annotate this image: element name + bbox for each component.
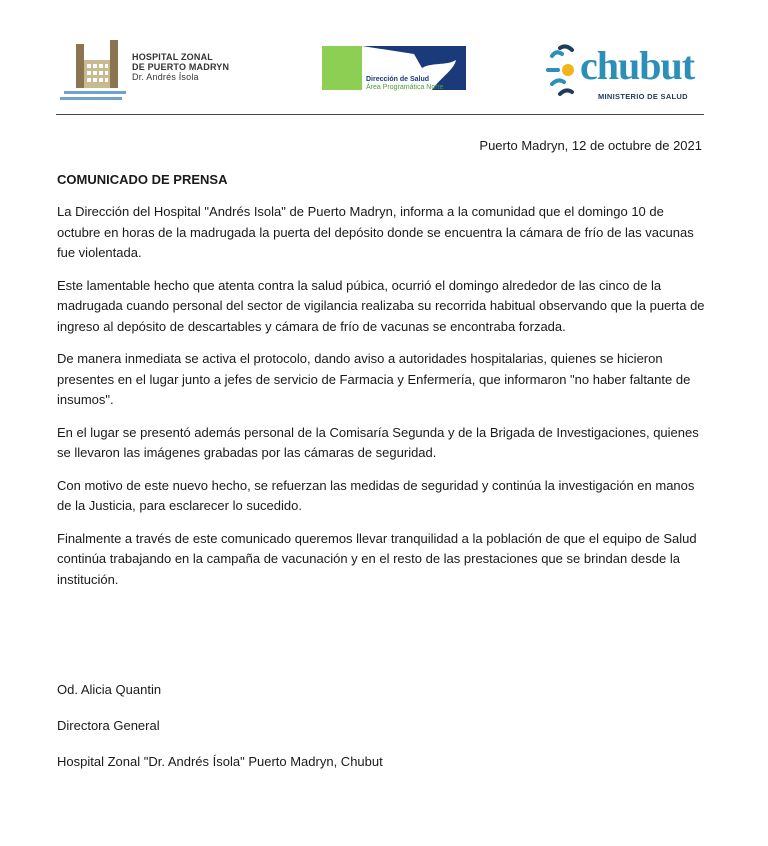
signature-institution: Hospital Zonal "Dr. Andrés Ísola" Puerto Madryn, Chubut — [57, 754, 383, 769]
hospital-logo-line3: Dr. Andrés Ísola — [132, 72, 199, 82]
hospital-logo-line1: HOSPITAL ZONAL — [132, 52, 213, 62]
salud-logo-text — [366, 76, 443, 92]
hospital-building-icon — [60, 38, 130, 104]
hospital-logo-text — [132, 52, 229, 82]
chubut-sun-icon — [542, 42, 582, 108]
chubut-wordmark: chubut — [580, 43, 695, 88]
signature-name: Od. Alicia Quantin — [57, 682, 162, 697]
paragraph-5: Con motivo de este nuevo hecho, se refuerzan las medidas de seguridad y continúa la investigación en manos de la Justicia, para esclarecer lo sucedido. — [57, 477, 695, 513]
paragraph-6: Finalmente a través de este comunicado queremos llevar tranquilidad a la población de que el equipo de Salud continúa trabajando en la campaña de vacunación y en el resto de las prestaciones que se brindan desde la institución. — [57, 530, 697, 587]
paragraph-4: En el lugar se presentó además personal de la Comisaría Segunda y de la Brigada de Investigaciones, quienes se llevaron las imágenes grabadas por las cámaras de seguridad. — [57, 424, 699, 460]
hospital-logo-line2: DE PUERTO MADRYN — [132, 62, 230, 72]
paragraph-3: De manera inmediata se activa el protocolo, dando aviso a autoridades hospitalarias, quienes se hicieron presentes en el lugar junto a jefes de servicio de Farmacia y Enfermería, que informaron "no haber faltante de insumos". — [57, 351, 691, 407]
document-title: COMUNICADO DE PRENSA — [57, 172, 228, 187]
header-divider — [56, 114, 704, 115]
direccion-salud-logo — [322, 42, 466, 94]
signature-role: Directora General — [57, 718, 160, 733]
paragraph-2: Este lamentable hecho que atenta contra la salud púbica, ocurrió el domingo alrededor de las cinco de la madrugada cuando personal del sector de vigilancia realizaba su recorrida habitual observando que la puerta de ingreso al depósito de descartables y cámara de frío de vacunas se encontraba forzada. — [57, 277, 705, 334]
document-date: Puerto Madryn, 12 de octubre de 2021 — [479, 138, 702, 153]
salud-logo-line1: Dirección de Salud — [366, 76, 430, 83]
chubut-logo — [542, 42, 712, 108]
letterhead — [0, 0, 768, 118]
signature-block — [57, 680, 383, 788]
document-body — [57, 202, 709, 602]
salud-logo-line2: Área Programática Norte — [366, 84, 444, 91]
hospital-logo — [60, 38, 240, 104]
paragraph-1: La Dirección del Hospital "Andrés Isola" de Puerto Madryn, informa a la comunidad que el domingo 10 de octubre en horas de la madrugada la puerta del depósito donde se encuentra la cámara de frío de las vacunas fue violentada. — [57, 204, 694, 260]
chubut-ministry: MINISTERIO DE SALUD — [598, 92, 688, 101]
